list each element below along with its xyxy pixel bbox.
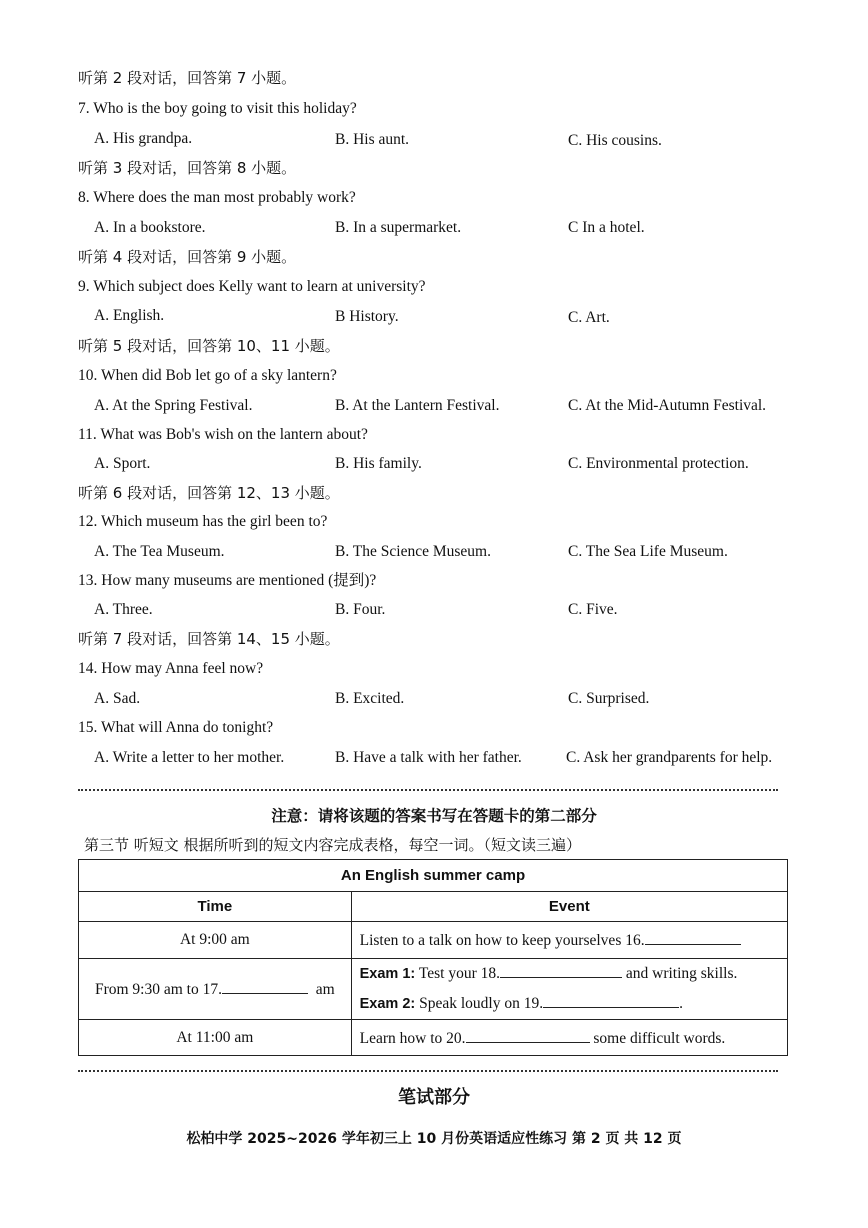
section-header: 听第 4 段对话，回答第 9 小题。	[78, 248, 297, 266]
answer-notice: 注意：请将该题的答案书写在答题卡的第二部分	[271, 807, 597, 825]
table-cell	[79, 959, 352, 1020]
q15-option-c: C. Ask her grandparents for help.	[566, 749, 773, 766]
table-cell: At 9:00 am	[79, 922, 352, 959]
q10-option-a: A. At the Spring Festival.	[94, 397, 253, 414]
exam-label: Exam 1:	[359, 966, 416, 982]
question-8: 8. Where does the man most probably work?	[78, 189, 356, 206]
event-text: .	[679, 995, 683, 1012]
q15-option-a: A. Write a letter to her mother.	[94, 749, 285, 766]
q10-option-b: B. At the Lantern Festival.	[335, 397, 500, 414]
question-9: 9. Which subject does Kelly want to learn at university?	[78, 278, 426, 295]
event-text: some difficult words.	[593, 1029, 726, 1047]
q12-option-c: C. The Sea Life Museum.	[568, 543, 728, 560]
q15-option-b: B. Have a talk with her father.	[335, 749, 522, 766]
page-footer: 松柏中学 2025~2026 学年初三上 10 月份英语适应性练习 第 2 页 共 12 页	[186, 1131, 682, 1147]
q11-option-c: C. Environmental protection.	[568, 455, 749, 472]
event-text: and writing skills.	[625, 965, 738, 982]
q9-option-c: C. Art.	[568, 309, 610, 326]
q11-option-a: A. Sport.	[94, 455, 151, 472]
q9-option-b: B History.	[335, 308, 399, 325]
answer-blank-20[interactable]	[466, 1028, 590, 1043]
event-text: Listen to a talk on how to keep yourselves 16.	[359, 932, 645, 949]
q13-option-a: A. Three.	[94, 601, 153, 618]
event-text: Learn how to 20.	[359, 1029, 466, 1047]
q14-option-a: A. Sad.	[94, 690, 141, 707]
question-12: 12. Which museum has the girl been to?	[78, 513, 328, 530]
q13-option-b: B. Four.	[335, 601, 386, 618]
section-header: 听第 3 段对话，回答第 8 小题。	[78, 159, 297, 177]
question-15: 15. What will Anna do tonight?	[78, 719, 274, 736]
question-7: 7. Who is the boy going to visit this holiday?	[78, 100, 357, 117]
section-header: 听第 5 段对话，回答第 10、11 小题。	[78, 337, 340, 355]
column-header-event: Event	[351, 892, 787, 922]
q11-option-b: B. His family.	[335, 455, 422, 472]
q9-option-a: A. English.	[94, 307, 165, 324]
table-cell	[351, 922, 787, 959]
section-header: 听第 6 段对话，回答第 12、13 小题。	[78, 484, 340, 502]
table-cell	[351, 1020, 787, 1056]
event-text: Speak loudly on 19.	[419, 995, 544, 1012]
exam-label: Exam 2:	[359, 996, 416, 1012]
time-unit: am	[315, 981, 335, 998]
answer-blank-18[interactable]	[500, 963, 622, 978]
answer-blank-16[interactable]	[645, 930, 741, 945]
q13-option-c: C. Five.	[568, 601, 618, 618]
answer-blank-19[interactable]	[543, 993, 679, 1008]
dotted-divider	[78, 1070, 778, 1072]
question-11: 11. What was Bob's wish on the lantern about?	[78, 426, 368, 443]
event-text: Test your 18.	[418, 965, 500, 982]
column-header-time: Time	[79, 892, 352, 922]
question-13: 13. How many museums are mentioned (提到)?	[78, 572, 377, 589]
q7-option-b: B. His aunt.	[335, 131, 410, 148]
table-title: An English summer camp	[79, 860, 788, 892]
time-text: From 9:30 am to 17.	[94, 981, 222, 998]
q7-option-c: C. His cousins.	[568, 132, 662, 149]
q12-option-a: A. The Tea Museum.	[94, 543, 225, 560]
section-header: 听第 7 段对话，回答第 14、15 小题。	[78, 630, 340, 648]
q14-option-c: C. Surprised.	[568, 690, 650, 707]
part3-instruction: 第三节 听短文 根据所听到的短文内容完成表格，每空一词。（短文读三遍）	[84, 836, 582, 854]
dotted-divider	[78, 789, 778, 791]
table-cell: At 11:00 am	[79, 1020, 352, 1056]
q12-option-b: B. The Science Museum.	[335, 543, 491, 560]
question-10: 10. When did Bob let go of a sky lantern?	[78, 367, 337, 384]
q7-option-a: A. His grandpa.	[94, 130, 193, 147]
q14-option-b: B. Excited.	[335, 690, 405, 707]
question-14: 14. How may Anna feel now?	[78, 660, 264, 677]
q8-option-c: C In a hotel.	[568, 219, 645, 236]
table-cell	[351, 959, 787, 1020]
section-header: 听第 2 段对话，回答第 7 小题。	[78, 69, 297, 87]
written-part-heading: 笔试部分	[398, 1087, 470, 1108]
summer-camp-table	[78, 859, 788, 1056]
q8-option-b: B. In a supermarket.	[335, 219, 462, 236]
q8-option-a: A. In a bookstore.	[94, 219, 206, 236]
answer-blank-17[interactable]	[222, 979, 308, 994]
q10-option-c: C. At the Mid-Autumn Festival.	[568, 397, 767, 414]
